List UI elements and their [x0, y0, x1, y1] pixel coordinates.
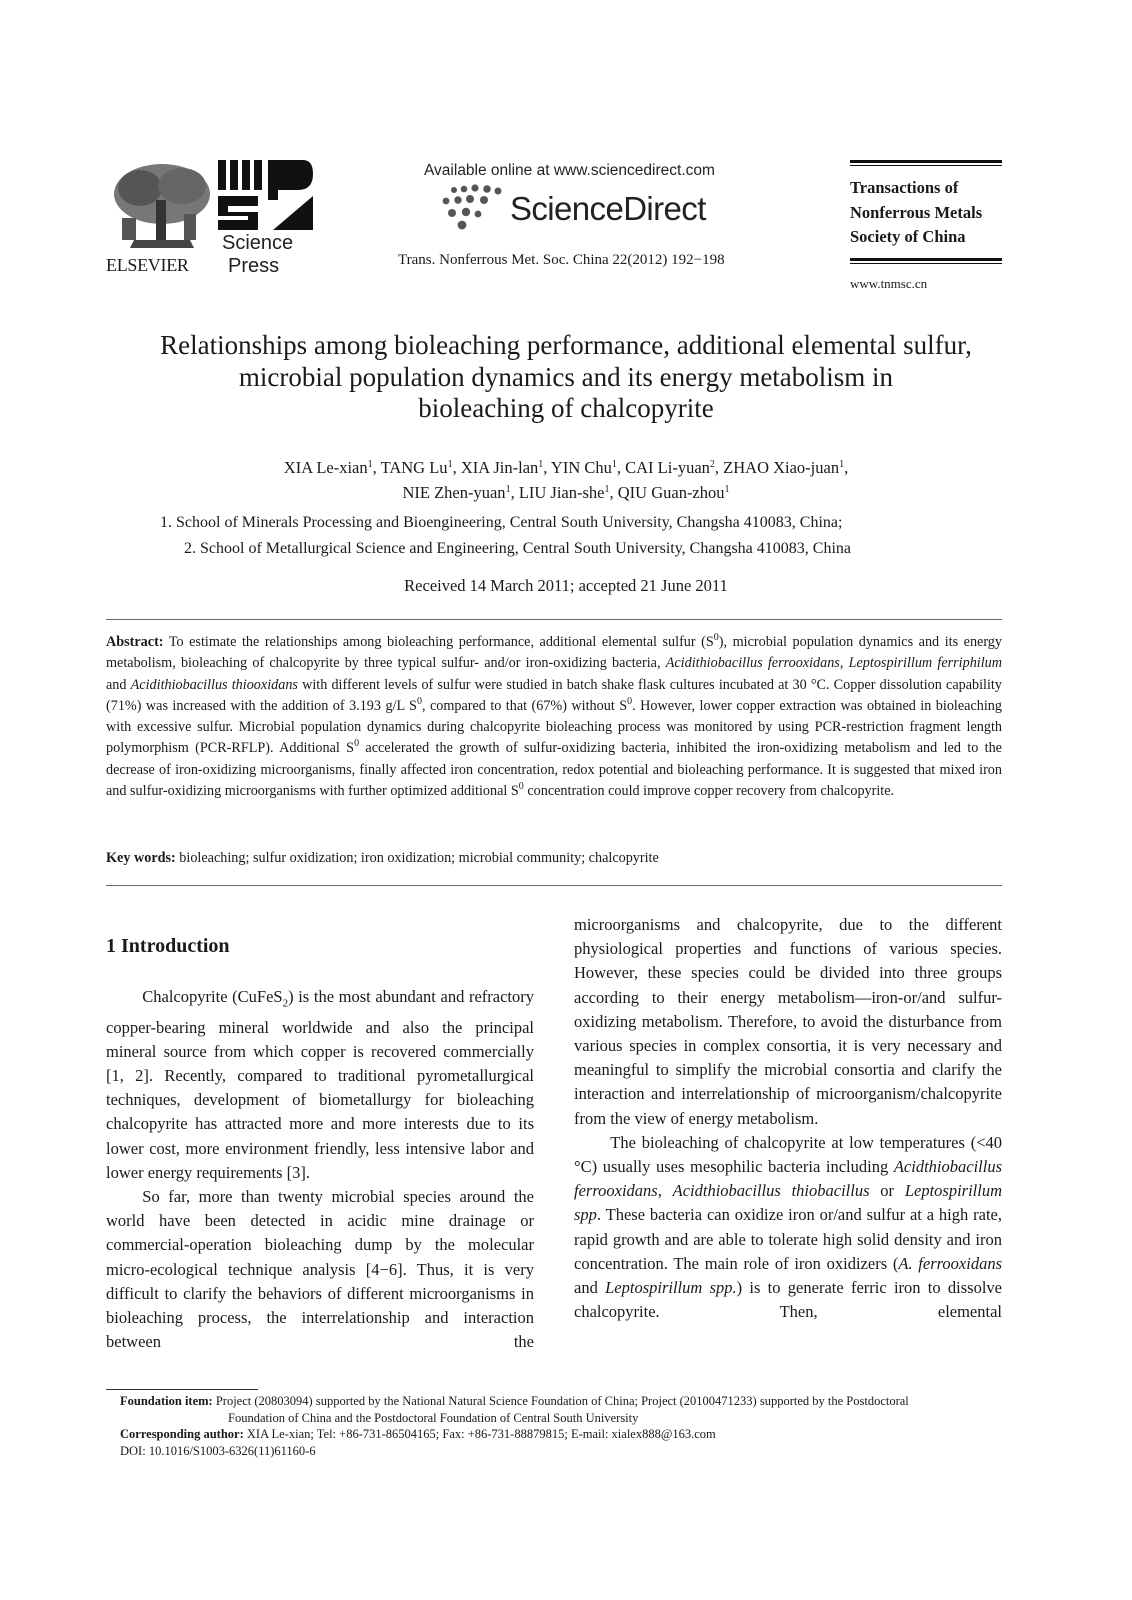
body-left-column	[106, 985, 534, 1354]
journal-title-line: Society of China	[850, 227, 966, 246]
body-right-column	[574, 913, 1002, 1324]
elsevier-wordmark: ELSEVIER	[106, 255, 189, 275]
keywords	[106, 848, 1002, 869]
elsevier-tree-logo	[110, 160, 214, 256]
science-press-line1: Science	[222, 232, 294, 254]
abstract-text: ,	[839, 655, 849, 672]
authors-line-1: XIA Le-xian$^1$, TANG Lu$^1$, XIA Jin-lan$^1$, YIN Chu$^1$, CAI Li-yuan$^2$, ZHAO Xiao-juan$^1$,	[283, 458, 849, 477]
science-press-text	[222, 232, 293, 278]
received-dates: Received 14 March 2011; accepted 21 June 2011	[404, 576, 728, 595]
journal-citation: Trans. Nonferrous Met. Soc. China 22(2012) 192−198	[398, 252, 725, 268]
subscript: 2	[282, 997, 289, 1010]
divider-top	[106, 619, 1002, 620]
abstract-text: and	[106, 676, 131, 693]
author-name: QIU Guan-zhou	[617, 483, 725, 502]
species-name: A. ferrooxidans	[898, 1253, 1002, 1273]
abstract-text: with different levels of sulfur were studied in batch shake flask cultures incubated at 30 °C. Copper dissolution capability (71%) was increased with the addition of 3.193 g/L S	[106, 676, 1002, 714]
author-name: XIA Jin-lan	[460, 458, 539, 477]
affiliation-2: 2. School of Metallurgical Science and Engineering, Central South University, Changsha 410083, China	[184, 540, 851, 557]
superscript: 0	[416, 695, 422, 707]
paragraph-text: The bioleaching of chalcopyrite at low temperatures (<40 °C) usually uses mesophilic bacteria including	[574, 1132, 1002, 1177]
title-line: Relationships among bioleaching performance, additional elemental sulfur,	[160, 330, 972, 360]
author-affiliation-mark: 1	[505, 484, 511, 495]
section-heading: 1 Introduction	[106, 935, 230, 957]
paragraph: So far, more than twenty microbial species around the world have been detected in acidic mine drainage or commercial-operation bioleaching dump by the molecular micro-ecological technique analysis [4−6]. Thus, it is very difficult to clarify the behaviors of different microorganisms in bioleaching process, the interrelationship and interaction between the	[106, 1186, 534, 1352]
journal-title-line: Transactions of	[850, 178, 959, 197]
available-online-text: Available online at www.sciencedirect.com	[424, 162, 715, 179]
species-name: Acidthiobacillus ferrooxidans	[574, 1157, 1002, 1201]
science-press-line2: Press	[228, 255, 280, 277]
author-name: CAI Li-yuan	[625, 458, 710, 477]
paragraph-text: ) is the most abundant and refractory copper-bearing mineral worldwide and also the principal mineral source from which copper is recovered commercially [1, 2]. Recently, compared to traditional pyrometallurgical techniques, development of biometallurgy for bioleaching chalcopyrite has attracted more and more interests due to its lower cost, more environment friendly, less intensive labor and lower energy requirements [3].	[106, 987, 534, 1182]
superscript: 0	[713, 632, 719, 643]
abstract-text: accelerated the growth of sulfur-oxidizing bacteria, inhibited the iron-oxidizing metabolism and led to the decrease of iron-oxidizing microorganisms, finally affected iron concentration, redox potential and bioleaching performance. It is suggested that mixed iron and sulfur-oxidizing microorganisms with further optimized additional S	[106, 740, 1002, 800]
journal-rule-bottom-thin	[850, 263, 1002, 264]
footnote-rule	[106, 1389, 258, 1390]
author-affiliation-mark: 2	[709, 459, 715, 470]
corresponding-author-text: XIA Le-xian; Tel: +86-731-86504165; Fax: +86-731-88879815; E-mail: xialex888@163.com	[243, 1427, 716, 1441]
author-name: NIE Zhen-yuan	[402, 483, 506, 502]
author-name: XIA Le-xian	[283, 458, 368, 477]
paragraph	[106, 985, 534, 1185]
author-name: ZHAO Xiao-juan	[723, 458, 840, 477]
journal-rule-bottom	[850, 258, 1002, 261]
journal-title-line: Nonferrous Metals	[850, 202, 983, 222]
species-name: Leptospirillum ferriphilum	[848, 655, 1003, 672]
paragraph: microorganisms and chalcopyrite, due to the different physiological properties and functions of various species. However, these species could be divided into three groups according to their energy metabolism—iron-or/and sulfur-oxidizing metabolism. Therefore, to avoid the disturbance from various species in complex consortia, it is very necessary and meaningful to simplify the microbial consortia and clarify the interaction and interrelationship of microorganism/chalcopyrite from the view of energy metabolism.	[574, 915, 1002, 1128]
paragraph-text: ) is to generate ferric iron to dissolve chalcopyrite. Then, elemental	[574, 1278, 1003, 1322]
paragraph-text: Chalcopyrite (CuFeS	[142, 987, 283, 1006]
journal-website-link[interactable]: www.tnmsc.cn	[850, 276, 928, 291]
author-affiliation-mark: 1	[447, 459, 453, 470]
paragraph-text: and	[574, 1278, 606, 1298]
superscript: 0	[627, 695, 633, 707]
abstract-text: , compared to that (67%) without S	[421, 697, 628, 714]
author-affiliation-mark: 1	[538, 459, 544, 470]
abstract-text: To estimate the relationships among bioleaching performance, additional elemental sulfur (S	[163, 634, 714, 650]
paragraph-text: or	[869, 1181, 905, 1201]
paragraph	[574, 1131, 1002, 1325]
journal-title	[850, 176, 1002, 250]
journal-rule-top-thin	[850, 165, 1002, 166]
affiliation-1: 1. School of Minerals Processing and Bioengineering, Central South University, Changsha 410083, China;	[160, 514, 843, 531]
keywords-label: Key words:	[106, 850, 176, 866]
journal-title-block	[850, 160, 1002, 264]
superscript: 0	[518, 781, 524, 793]
title-line: microbial population dynamics and its energy metabolism in	[238, 361, 894, 392]
foundation-label: Foundation item:	[120, 1394, 213, 1408]
foundation-text: Project (20803094) supported by the National Natural Science Foundation of China; Project (20100471233) supported by the Postdoctoral	[212, 1394, 909, 1408]
sciencedirect-wordmark: ScienceDirect	[510, 190, 706, 227]
keywords-text: bioleaching; sulfur oxidization; iron oxidization; microbial community; chalcopyrite	[175, 850, 659, 866]
foundation-text-continued: Foundation of China and the Postdoctoral Foundation of Central South University	[228, 1410, 639, 1425]
author-name: TANG Lu	[380, 458, 448, 477]
corresponding-author-label: Corresponding author:	[120, 1427, 244, 1441]
species-name: Leptospirillum spp.	[605, 1278, 737, 1298]
abstract-text: concentration could improve copper recovery from chalcopyrite.	[523, 783, 895, 800]
species-name: Acidithiobacillus thiooxidans	[130, 676, 298, 693]
journal-rule-top	[850, 160, 1002, 163]
sciencedirect-dots-icon	[440, 184, 504, 230]
paragraph-text: ,	[657, 1181, 673, 1201]
author-affiliation-mark: 1	[367, 459, 373, 470]
author-affiliation-mark: 1	[611, 459, 617, 470]
species-name: Leptospirillum spp	[574, 1181, 1003, 1225]
abstract-text: ), microbial population dynamics and its energy metabolism, bioleaching of chalcopyrite by three typical sulfur- and/or iron-oxidizing bacteria,	[106, 634, 1002, 672]
author-affiliation-mark: 1	[839, 459, 845, 470]
species-name: Acidthiobacillus thiobacillus	[672, 1181, 870, 1201]
abstract	[106, 632, 1002, 802]
author-list	[100, 455, 1032, 505]
species-name: Acidithiobacillus ferrooxidans	[665, 655, 840, 672]
author-name: YIN Chu	[550, 458, 612, 477]
title-line: bioleaching of chalcopyrite	[418, 393, 714, 423]
science-press-logo	[218, 160, 313, 230]
abstract-text: . However, lower copper extraction was obtained in bioleaching with excessive sulfur. Microbial population dynamics during chalcopyrite bioleaching process was monitored by using PCR-restriction fragment length polymorphism (PCR-RFLP). Additional S	[106, 697, 1002, 757]
authors-line-2: NIE Zhen-yuan$^1$, LIU Jian-she$^1$, QIU Guan-zhou$^1$	[402, 483, 730, 502]
divider-bottom	[106, 885, 1002, 886]
superscript: 0	[354, 738, 360, 750]
abstract-label: Abstract:	[106, 634, 164, 650]
author-affiliation-mark: 1	[604, 484, 610, 495]
paragraph-text: . These bacteria can oxidize iron or/and sulfur at a high rate, rapid growth and are able to tolerate high solid density and iron concentration. The main role of iron oxidizers (	[574, 1205, 1002, 1273]
author-name: LIU Jian-she	[518, 483, 605, 502]
doi: DOI: 10.1016/S1003-6326(11)61160-6	[120, 1443, 316, 1458]
article-title	[100, 330, 1032, 425]
footnotes	[120, 1393, 1010, 1459]
author-affiliation-mark: 1	[724, 484, 730, 495]
